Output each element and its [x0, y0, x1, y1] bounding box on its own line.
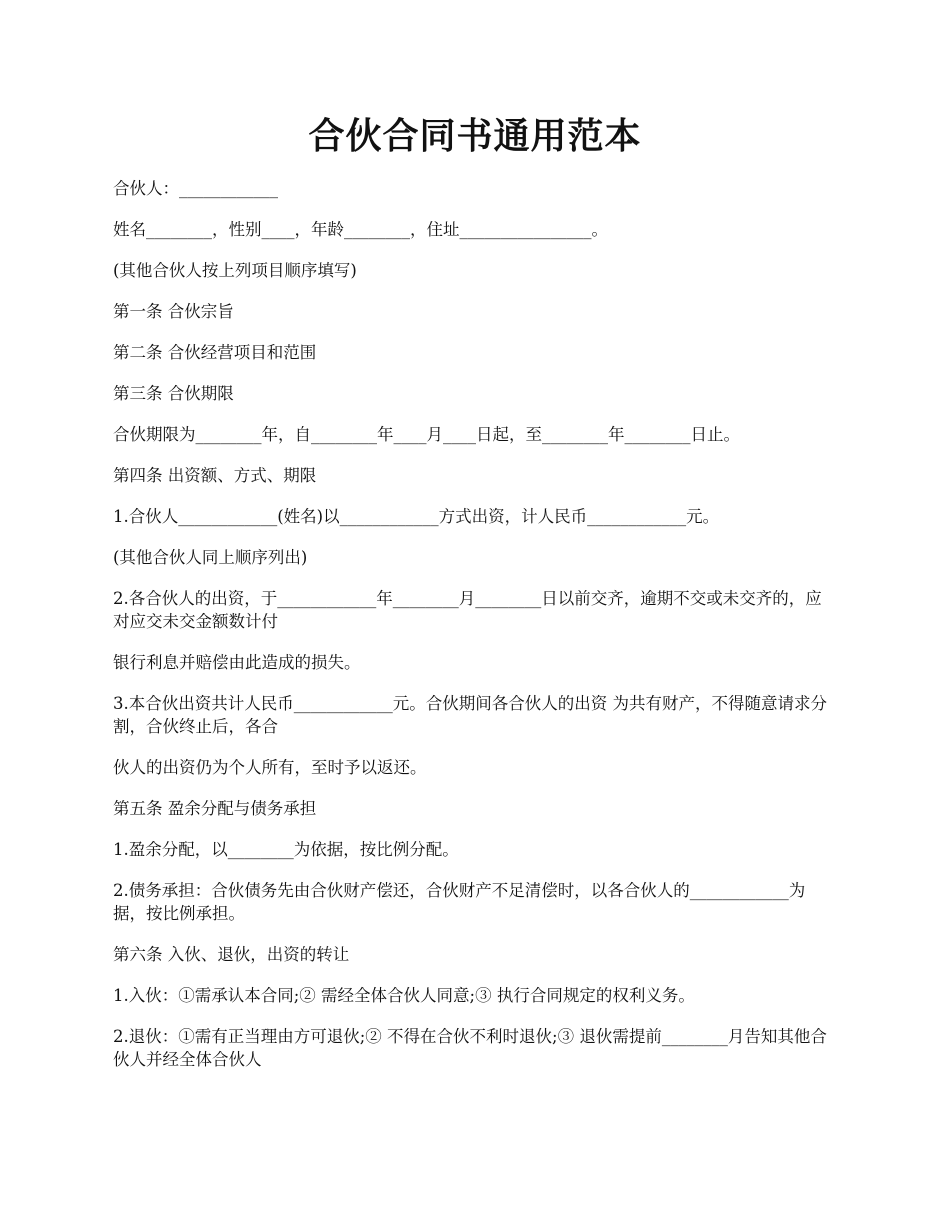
contribution-clause-3: 3.本合伙出资共计人民币____________元。合伙期间各合伙人的出资 为共有财产，不得随意请求分割，合伙终止后，各合	[113, 694, 827, 736]
partner-line: 合伙人：____________	[113, 179, 278, 198]
document-title: 合伙合同书通用范本	[308, 115, 642, 157]
partner-info-line: 姓名________，性别____，年龄________，住址________________。	[113, 220, 608, 239]
article-2-heading: 第二条 合伙经营项目和范围	[113, 343, 317, 362]
article-5-heading: 第五条 盈余分配与债务承担	[113, 799, 317, 818]
profit-clause: 1.盈余分配，以________为依据，按比例分配。	[113, 840, 459, 859]
admission-clause: 1.入伙：①需承认本合同;② 需经全体合伙人同意;③ 执行合同规定的权利义务。	[113, 986, 695, 1005]
contribution-clause-3-cont: 伙人的出资仍为个人所有，至时予以返还。	[113, 758, 427, 777]
article-4-heading: 第四条 出资额、方式、期限	[113, 466, 317, 485]
article-1-heading: 第一条 合伙宗旨	[113, 302, 234, 321]
document-body	[113, 177, 838, 1089]
contribution-clause-1: 1.合伙人____________(姓名)以____________方式出资，计人民币____________元。	[113, 507, 720, 526]
term-paragraph: 合伙期限为________年，自________年____月____日起，至________年________日止。	[113, 425, 740, 444]
withdrawal-clause: 2.退伙：①需有正当理由方可退伙;② 不得在合伙不利时退伙;③ 退伙需提前________月告知其他合伙人并经全体合伙人	[113, 1027, 827, 1069]
article-6-heading: 第六条 入伙、退伙，出资的转让	[113, 945, 350, 964]
article-3-heading: 第三条 合伙期限	[113, 384, 234, 403]
debt-clause: 2.债务承担：合伙债务先由合伙财产偿还，合伙财产不足清偿时，以各合伙人的____________为据，按比例承担。	[113, 881, 806, 923]
fill-note: (其他合伙人按上列项目顺序填写)	[113, 261, 357, 280]
contribution-clause-2: 2.各合伙人的出资，于____________年________月________日以前交齐，逾期不交或未交齐的，应对应交未交金额数计付	[113, 589, 822, 631]
contribution-note: (其他合伙人同上顺序列出)	[113, 548, 308, 567]
contribution-clause-2-cont: 银行利息并赔偿由此造成的损失。	[113, 653, 361, 672]
